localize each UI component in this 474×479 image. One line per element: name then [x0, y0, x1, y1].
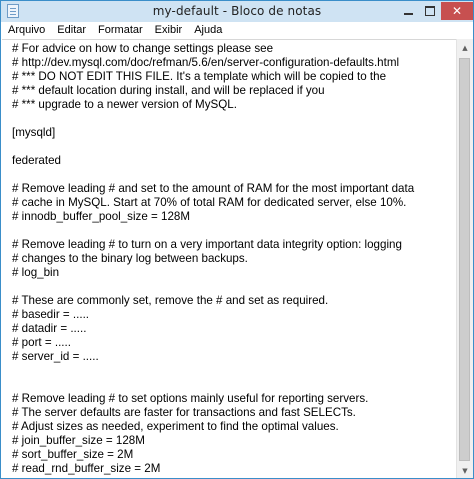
- text-line: # These are commonly set, remove the # and set as required.: [12, 294, 329, 307]
- menu-bar: [1, 22, 473, 39]
- text-line: # innodb_buffer_pool_size = 128M: [12, 210, 191, 223]
- text-line: # Adjust sizes as needed, experiment to find the optimal values.: [12, 420, 339, 433]
- menu-exibir[interactable]: Exibir: [154, 24, 183, 36]
- text-line: # datadir = .....: [12, 322, 87, 335]
- text-line: # basedir = .....: [12, 308, 90, 321]
- minimize-button[interactable]: [397, 2, 419, 20]
- scroll-down-arrow-icon[interactable]: ▼: [462, 466, 468, 475]
- text-line: # *** default location during install, and will be replaced if you: [12, 84, 325, 97]
- title-bar[interactable]: [1, 1, 473, 22]
- text-line: # *** upgrade to a newer version of MySQL.: [12, 98, 237, 111]
- text-line: federated: [12, 154, 61, 167]
- window-title: my-default - Bloco de notas: [152, 4, 322, 18]
- maximize-icon: [425, 6, 435, 16]
- text-line: # log_bin: [12, 266, 60, 279]
- text-line: # Remove leading # and set to the amount of RAM for the most important data: [12, 182, 415, 195]
- text-line: # port = .....: [12, 336, 71, 349]
- text-line: # server_id = .....: [12, 350, 99, 363]
- menu-ajuda[interactable]: Ajuda: [194, 24, 223, 36]
- text-line: # read_rnd_buffer_size = 2M: [12, 462, 161, 475]
- text-line: # http://dev.mysql.com/doc/refman/5.6/en/server-configuration-defaults.html: [12, 56, 400, 69]
- close-icon: ✕: [451, 4, 463, 18]
- text-line: # join_buffer_size = 128M: [12, 434, 145, 447]
- close-button[interactable]: [441, 2, 473, 20]
- text-line: # Remove leading # to turn on a very important data integrity option: logging: [12, 238, 402, 251]
- text-line: [mysqld]: [12, 126, 56, 139]
- text-line: # *** DO NOT EDIT THIS FILE. It's a template which will be copied to the: [12, 70, 387, 83]
- menu-arquivo[interactable]: Arquivo: [8, 24, 46, 36]
- vertical-scrollbar[interactable]: [456, 39, 473, 479]
- text-line: # For advice on how to change settings please see: [12, 42, 274, 55]
- scroll-thumb[interactable]: [459, 58, 470, 461]
- scroll-up-arrow-icon[interactable]: ▲: [462, 43, 468, 52]
- maximize-button[interactable]: [419, 2, 441, 20]
- text-line: # changes to the binary log between backups.: [12, 252, 248, 265]
- text-line: # sort_buffer_size = 2M: [12, 448, 134, 461]
- menu-editar[interactable]: Editar: [57, 24, 87, 36]
- menu-formatar[interactable]: Formatar: [98, 24, 143, 36]
- text-line: # Remove leading # to set options mainly useful for reporting servers.: [12, 392, 369, 405]
- text-editor-area[interactable]: [2, 39, 456, 479]
- text-line: # The server defaults are faster for transactions and fast SELECTs.: [12, 406, 356, 419]
- minimize-icon: [404, 13, 413, 15]
- text-line: # cache in MySQL. Start at 70% of total RAM for dedicated server, else 10%.: [12, 196, 407, 209]
